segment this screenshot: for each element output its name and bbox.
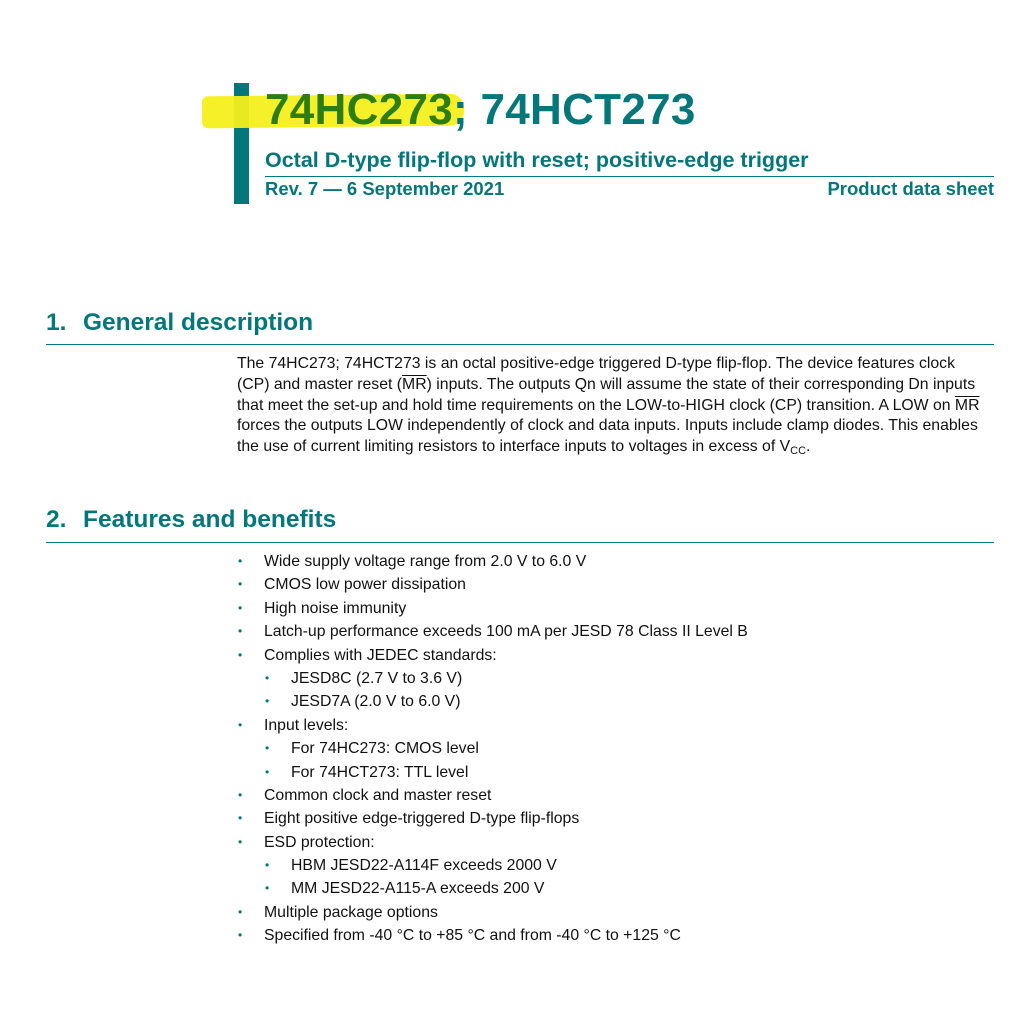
bullet-icon: • [265,858,270,873]
feature-item [237,924,987,947]
general-description-paragraph [237,354,987,462]
document-type: Product data sheet [827,178,994,199]
feature-text: Eight positive edge-triggered D-type flip-flops [264,810,580,828]
vcc-subscript: CC [790,445,807,458]
bullet-icon: • [238,834,243,849]
bullet-icon: • [238,904,243,919]
section-divider [46,542,994,543]
feature-subitem [237,877,987,900]
title-rest: ; 74HCT273 [453,85,696,134]
bullet-icon: • [265,881,270,896]
feature-text: Latch-up performance exceeds 100 mA per JESD 78 Class II Level B [264,623,748,641]
section-number: 2. [46,506,67,533]
section-title: Features and benefits [83,506,337,533]
feature-item [237,644,987,667]
bullet-icon: • [265,741,270,756]
feature-item [237,784,987,807]
features-list [237,550,987,948]
paragraph-text: . [806,438,811,456]
section-number: 1. [46,309,67,336]
bullet-icon: • [238,600,243,615]
bullet-icon: • [238,577,243,592]
feature-item [237,550,987,573]
feature-item [237,573,987,596]
feature-item [237,807,987,830]
bullet-icon: • [238,928,243,943]
bullet-icon: • [238,811,243,826]
feature-subitem [237,667,987,690]
title-highlighted-part: 74HC273 [265,85,454,134]
bullet-icon: • [238,647,243,662]
paragraph-text: The 74HC273; 74HCT273 is an octal positive-edge triggered D-type flip-flop. The device features clock (CP) and master reset ( [237,355,955,393]
feature-subitem [237,737,987,760]
feature-text: CMOS low power dissipation [264,576,466,594]
feature-text: Multiple package options [264,903,438,921]
feature-text: ESD protection: [264,833,375,851]
revision-date: Rev. 7 — 6 September 2021 [265,178,505,199]
document-subtitle: Octal D-type flip-flop with reset; positive-edge trigger [265,148,809,172]
section-general-description-heading [46,308,313,338]
feature-text: Complies with JEDEC standards: [264,646,497,664]
feature-text: Wide supply voltage range from 2.0 V to 6.0 V [264,553,587,570]
feature-text: JESD8C (2.7 V to 3.6 V) [291,669,463,687]
paragraph-text: ) inputs. The outputs Qn will assume the state of their corresponding Dn inputs that meet the set-up and hold time requirements on the LOW-to-HIGH clock (CP) transition. A LOW on [237,375,976,414]
feature-subitem [237,854,987,877]
bullet-icon: • [238,787,243,802]
bullet-icon: • [265,670,270,685]
feature-item [237,597,987,620]
feature-item [237,901,987,924]
mr-signal-overline: $\overline{MR}$ [954,396,980,414]
feature-item [237,831,987,854]
section-divider [46,344,994,345]
feature-subitem [237,761,987,784]
paragraph-text: forces the outputs LOW independently of clock and data inputs. Inputs include clamp diodes. This enables the use of current limiting resistors to interface inputs to voltages in excess of V [237,417,978,456]
document-title-block [265,84,696,136]
feature-text: HBM JESD22-A114F exceeds 2000 V [291,857,557,875]
section-title: General description [83,309,314,336]
feature-text: Specified from -40 °C to +85 °C and from -40 °C to +125 °C [264,927,681,945]
feature-text: Common clock and master reset [264,786,492,804]
feature-text: JESD7A (2.0 V to 6.0 V) [291,693,461,711]
feature-text: For 74HC273: CMOS level [291,740,479,758]
feature-text: MM JESD22-A115-A exceeds 200 V [291,880,545,898]
feature-subitem [237,690,987,713]
bullet-icon: • [265,764,270,779]
feature-item [237,714,987,737]
feature-text: For 74HCT273: TTL level [291,763,469,781]
bullet-icon: • [238,717,243,732]
feature-text: High noise immunity [264,599,407,617]
feature-text: Input levels: [264,716,349,734]
feature-item [237,620,987,643]
bullet-icon: • [238,624,243,639]
section-features-heading [46,505,336,535]
bullet-icon: • [238,554,243,568]
document-title [265,84,696,136]
bullet-icon: • [265,694,270,709]
mr-signal-overline: $\overline{MR}$ [402,375,427,393]
